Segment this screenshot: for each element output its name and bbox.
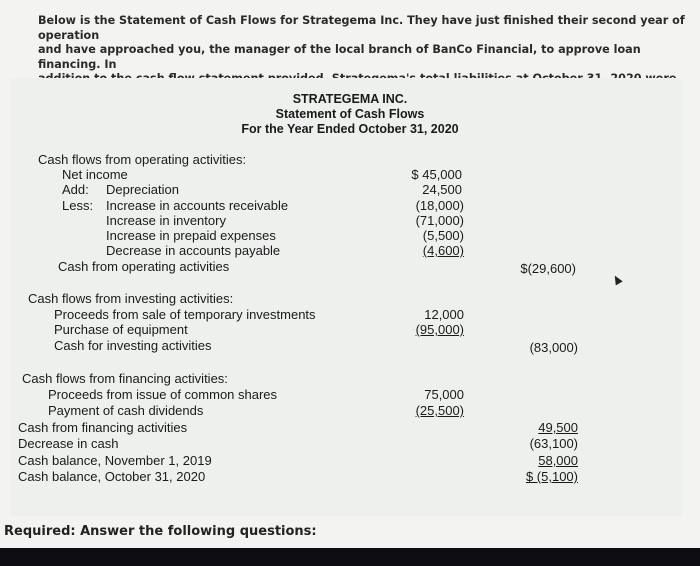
operating-heading: Cash flows from operating activities: [38,152,247,167]
inventory-label: Increase in inventory [106,213,226,228]
begin-balance-value: 58,000 [538,453,578,468]
shares-label: Proceeds from issue of common shares [48,387,278,402]
end-balance-label: Cash balance, October 31, 2020 [18,469,206,484]
dividends-value: (25,500) [415,403,464,418]
intro-line-2: and have approached you, the manager of the local branch of BanCo Financial, to approve loan financing. In [38,43,641,71]
operating-total-label: Cash from operating activities [58,259,230,274]
company-name: STRATEGEMA INC. [292,92,408,106]
add-label: Add: [62,182,89,197]
less-label: Less: [62,198,94,213]
ap-label: Decrease in accounts payable [106,243,281,258]
decrease-value: (63,100) [529,436,578,451]
investing-heading: Cash flows from investing activities: [28,291,234,306]
dividends-label: Payment of cash dividends [48,403,204,418]
proceeds-value: 12,000 [424,307,464,322]
begin-balance-label: Cash balance, November 1, 2019 [18,453,212,468]
statement-period: For the Year Ended October 31, 2020 [241,122,459,136]
decrease-label: Decrease in cash [18,436,119,451]
investing-total-value: (83,000) [529,340,578,355]
depreciation-value: 24,500 [422,182,462,197]
intro-line-1: Below is the Statement of Cash Flows for Strategema Inc. They have just finished their second year of operation [38,14,685,42]
bottom-bar [0,548,700,566]
ar-value: (18,000) [415,198,464,213]
depreciation-label: Depreciation [106,182,179,197]
financing-total-label: Cash from financing activities [18,420,188,435]
inventory-value: (71,000) [415,213,464,228]
statement-name: Statement of Cash Flows [275,107,425,121]
equipment-value: (95,000) [415,322,464,337]
equipment-label: Purchase of equipment [54,322,188,337]
end-balance-value: $ (5,100) [525,469,578,484]
ap-value: (4,600) [422,243,464,258]
ar-label: Increase in accounts receivable [106,198,289,213]
investing-total-label: Cash for investing activities [54,338,212,353]
operating-total-value: $(29,600) [520,261,576,276]
proceeds-label: Proceeds from sale of temporary investments [54,307,316,322]
prepaid-value: (5,500) [422,228,464,243]
required-heading: Required: Answer the following questions: [4,524,317,539]
shares-value: 75,000 [424,387,464,402]
cash-flow-statement [10,78,682,516]
financing-total-value: 49,500 [538,420,578,435]
net-income-value: $ 45,000 [411,167,462,182]
financing-heading: Cash flows from financing activities: [22,371,228,386]
prepaid-label: Increase in prepaid expenses [106,228,276,243]
net-income-label: Net income [62,167,128,182]
